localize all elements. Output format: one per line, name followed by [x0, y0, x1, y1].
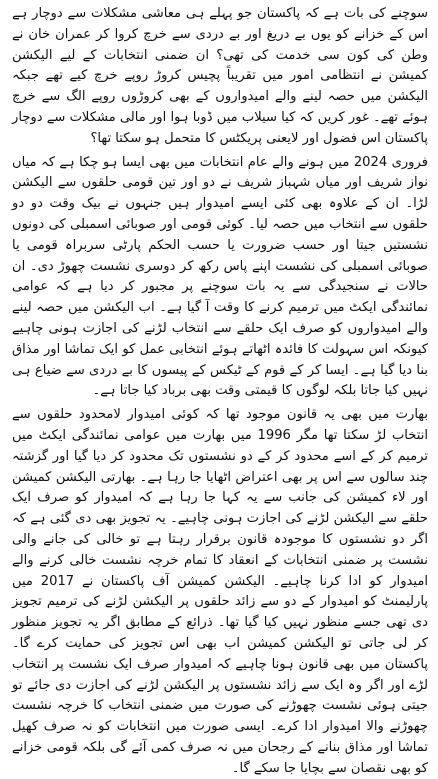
article-paragraph-3: بھارت میں بھی یہ قانون موجود تھا کہ کوئی امیدوار لامحدود حلقوں سے انتخاب لڑ سکتا تھا مگر 1996 میں بھارت میں عوامی نمائندگی ایکٹ میں ترمیم کر کے اسے محدود کر کے دو نشستوں تک محدود کر دیا گیا اور گزشتہ چند سالوں سے اس پر بھی اعتراض اٹھایا جا رہا ہے۔ بھارتی الیکشن کمیشن اور لاء کمیشن کی جانب سے یہ کہا جا رہا ہے کہ امیدوار کو صرف ایک حلقے سے الیکشن لڑنے کی اجازت ہونی چاہیے۔ یہ تجویز بھی دی گئی ہے کہ اگر دو نشستوں کا موجودہ قانون برقرار رہتا ہے تو خالی کی جانے والی نشست پر ضمنی انتخابات کے انعقاد کا تمام خرچہ نشست خالی کرنے والے امیدوار کو ادا کرنا چاہیے۔ الیکشن کمیشن آف پاکستان نے 2017 میں پارلیمنٹ کو امیدوار کے دو سے زائد حلقوں پر الیکشن لڑنے کی ترمیم تجویز دی تھی جسے منظور نہیں کیا گیا تھا۔ ذرائع کے مطابق اگر یہ تجویز منظور کر لی جاتی تو الیکشن کمیشن اب بھی اس تجویز کی حمایت کرے گا۔ پاکستان میں بھی قانون ہونا چاہیے کہ امیدوار صرف ایک نشست پر انتخاب لڑے اور اگر وہ ایک سے زائد نشستوں پر الیکشن لڑنے کی اجازت دی جائے تو جیتی ہوئی نشست چھوڑنے کی صورت میں ضمنی انتخاب کا خرچہ نشست چھوڑنے والا امیدوار ادا کرے۔ ایسی صورت میں انتخابات کو نہ صرف کھیل تماشا اور مذاق بنانے کے رجحان میں نہ صرف کمی آئے گی بلکہ قومی خزانے کو بھی نقصان سے بچایا جا سکے گا۔ — [12, 407, 428, 776]
article-paragraph-1: سوچنے کی بات ہے کہ پاکستان جو پہلے ہی معاشی مشکلات سے دوچار ہے اس کے خزانے کو یوں بے دریغ اور بے دردی سے خرچ کروا کر عمران خان نے وطن کی کون سی خدمت کی تھی؟ ان ضمنی انتخابات کے لیے الیکشن کمیشن نے انتظامی امور میں تقریباً پچیس کروڑ روپے خرچ کیے تھے جبکہ الیکشن میں حصہ لینے والے امیدواروں کے بھی کروڑوں روپے الگ سے خرچ ہوئے تھے۔ غور کریں کہ کیا سیلاب میں ڈوبا ہوا اور مالی مشکلات سے دوچار پاکستان اس فضول اور لایعنی پریکٹس کا متحمل ہو سکتا تھا؟ — [12, 6, 428, 146]
article-paragraph-2: فروری 2024 میں ہونے والے عام انتخابات میں بھی ایسا ہو چکا ہے کہ میاں نواز شریف اور میاں شہباز شریف نے دو اور تین قومی حلقوں سے الیکشن لڑا۔ ان کے علاوہ بھی کئی ایسے امیدوار ہیں جنہوں نے بیک وقت دو دو حلقوں سے انتخاب میں حصہ لیا۔ کوئی قومی اور صوبائی اسمبلی کی دونوں نشستیں جیتا اور حسب ضرورت یا حسب الحکم پارٹی سربراہ قومی یا صوبائی اسمبلی کی نشست اپنے پاس رکھ کر دوسری نشست چھوڑ دی۔ ان حالات نے سنجیدگی سے یہ بات سوچنے پر مجبور کر دیا ہے کہ عوامی نمائندگی ایکٹ میں ترمیم کرنے کا وقت آ گیا ہے۔ اب الیکشن میں حصہ لینے والے امیدواروں کو صرف ایک حلقے سے انتخاب لڑنے کی اجازت ہونی چاہیے کیونکہ اس سہولت کا فائدہ اٹھاتے ہوئے انتخابی عمل کو ایک تماشا اور مذاق بنا دیا گیا ہے۔ ایسا کر کے قوم کے ٹیکس کے پیسوں کا بے دردی سے ضیاع ہی نہیں کیا جاتا بلکہ لوگوں کا قیمتی وقت بھی برباد کیا جاتا ہے۔ — [12, 154, 428, 399]
